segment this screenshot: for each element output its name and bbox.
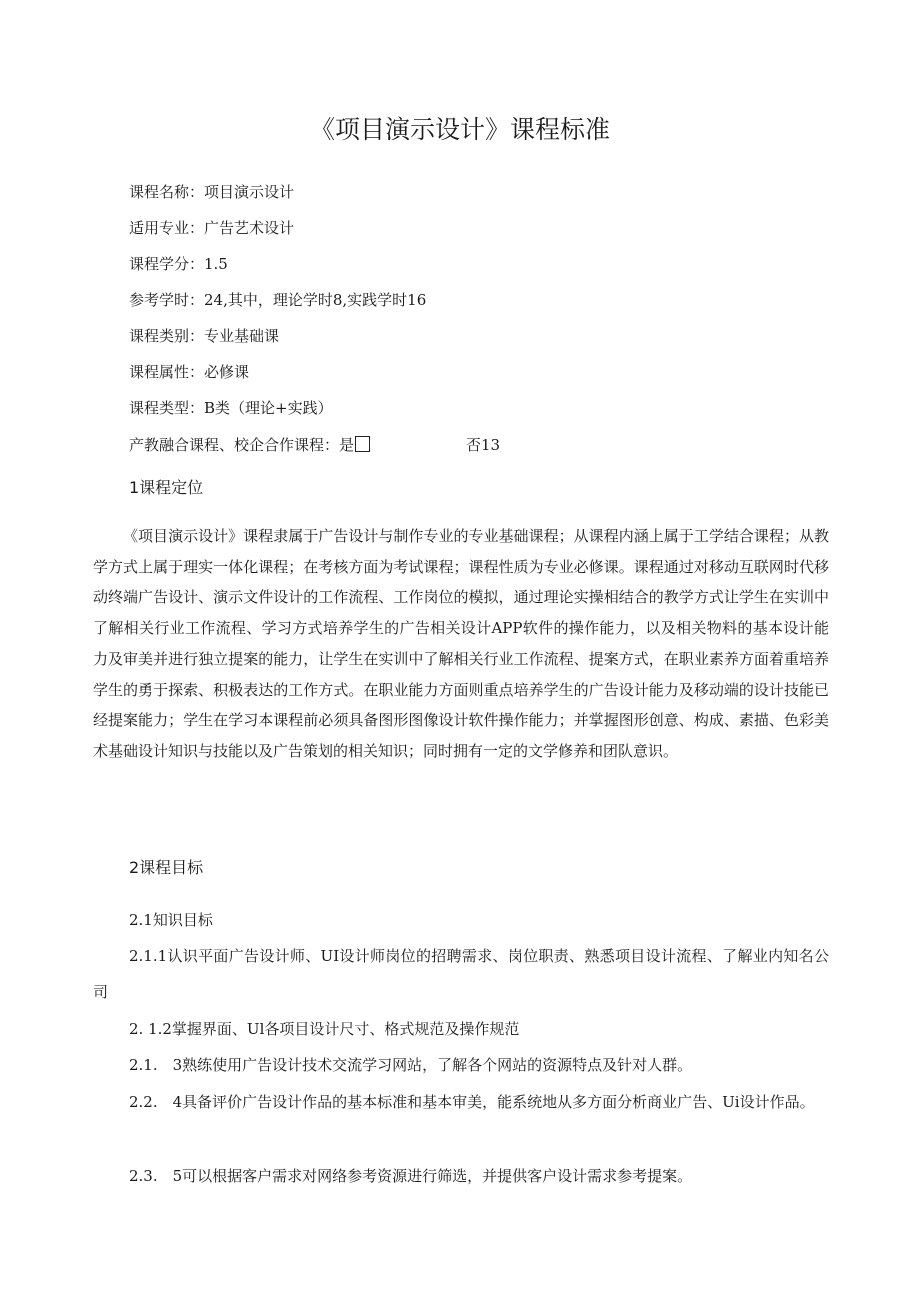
section-1-paragraph: 《项目演示设计》课程隶属于广告设计与制作专业的专业基础课程；从课程内涵上属于工学结合课程；从教学方式上属于理实一体化课程；在考核方面为考试课程；课程性质为专业必修课。课程通过对移动互联网时代移动终端广告设计、演示文件设计的工作流程、工作岗位的模拟，通过理论实操相结合的教学方式让学生在实训中了解相关行业工作流程、学习方式培养学生的广告相关设计APP软件的操作能力，以及相关物料的基本设计能力及审美并进行独立提案的能力，让学生在实训中了解相关行业工作流程、提案方式，在职业素养方面着重培养学生的勇于探索、积极表达的工作方式。在职业能力方面则重点培养学生的广告设计能力及移动端的设计技能已经提案能力；学生在学习本课程前必须具备图形图像设计软件操作能力；并掌握图形创意、构成、素描、色彩美术基础设计知识与技能以及广告策划的相关知识；同时拥有一定的文学修养和团队意识。 [93,527,829,760]
page-title: 《项目演示设计》课程标准 [309,115,610,144]
integration-label: 产教融合课程、校企合作课程：是 [129,436,355,454]
goal-item-2: 2. 1.2掌握界面、Ul各项目设计尺寸、格式规范及操作规范 [129,1020,520,1038]
meta-type: 课程类型：B类（理论+实践） [129,399,333,417]
integration-no: 否13 [466,436,501,454]
goal-item-1: 2.1.1认识平面广告设计师、UI设计师岗位的招聘需求、岗位职责、熟悉项目设计流程、了解业内知名公司 [93,947,829,1001]
meta-category: 课程类别：专业基础课 [129,327,280,345]
goal-item-5: 2.3. 5可以根据客户需求对网络参考资源进行筛选，并提供客户设计需求参考提案。 [129,1167,693,1185]
goal-item-3: 2.1. 3熟练使用广告设计技术交流学习网站，了解各个网站的资源特点及针对人群。 [129,1056,693,1074]
meta-integration [129,434,370,456]
meta-attribute: 课程属性：必修课 [129,363,250,381]
meta-credits: 课程学分：1.5 [129,255,228,273]
meta-course-name: 课程名称：项目演示设计 [129,183,295,201]
section-heading-1: 1课程定位 [129,478,204,497]
checkbox-icon [355,436,370,452]
section-heading-2: 2课程目标 [129,858,204,877]
meta-major: 适用专业：广告艺术设计 [129,219,295,237]
sub-heading-2-1: 2.1知识目标 [129,911,213,929]
meta-hours: 参考学时：24,其中，理论学时8,实践学时16 [129,291,427,309]
goal-item-4: 2.2. 4具备评价广告设计作品的基本标准和基本审美，能系统地从多方面分析商业广告、Ui设计作品。 [129,1093,815,1111]
